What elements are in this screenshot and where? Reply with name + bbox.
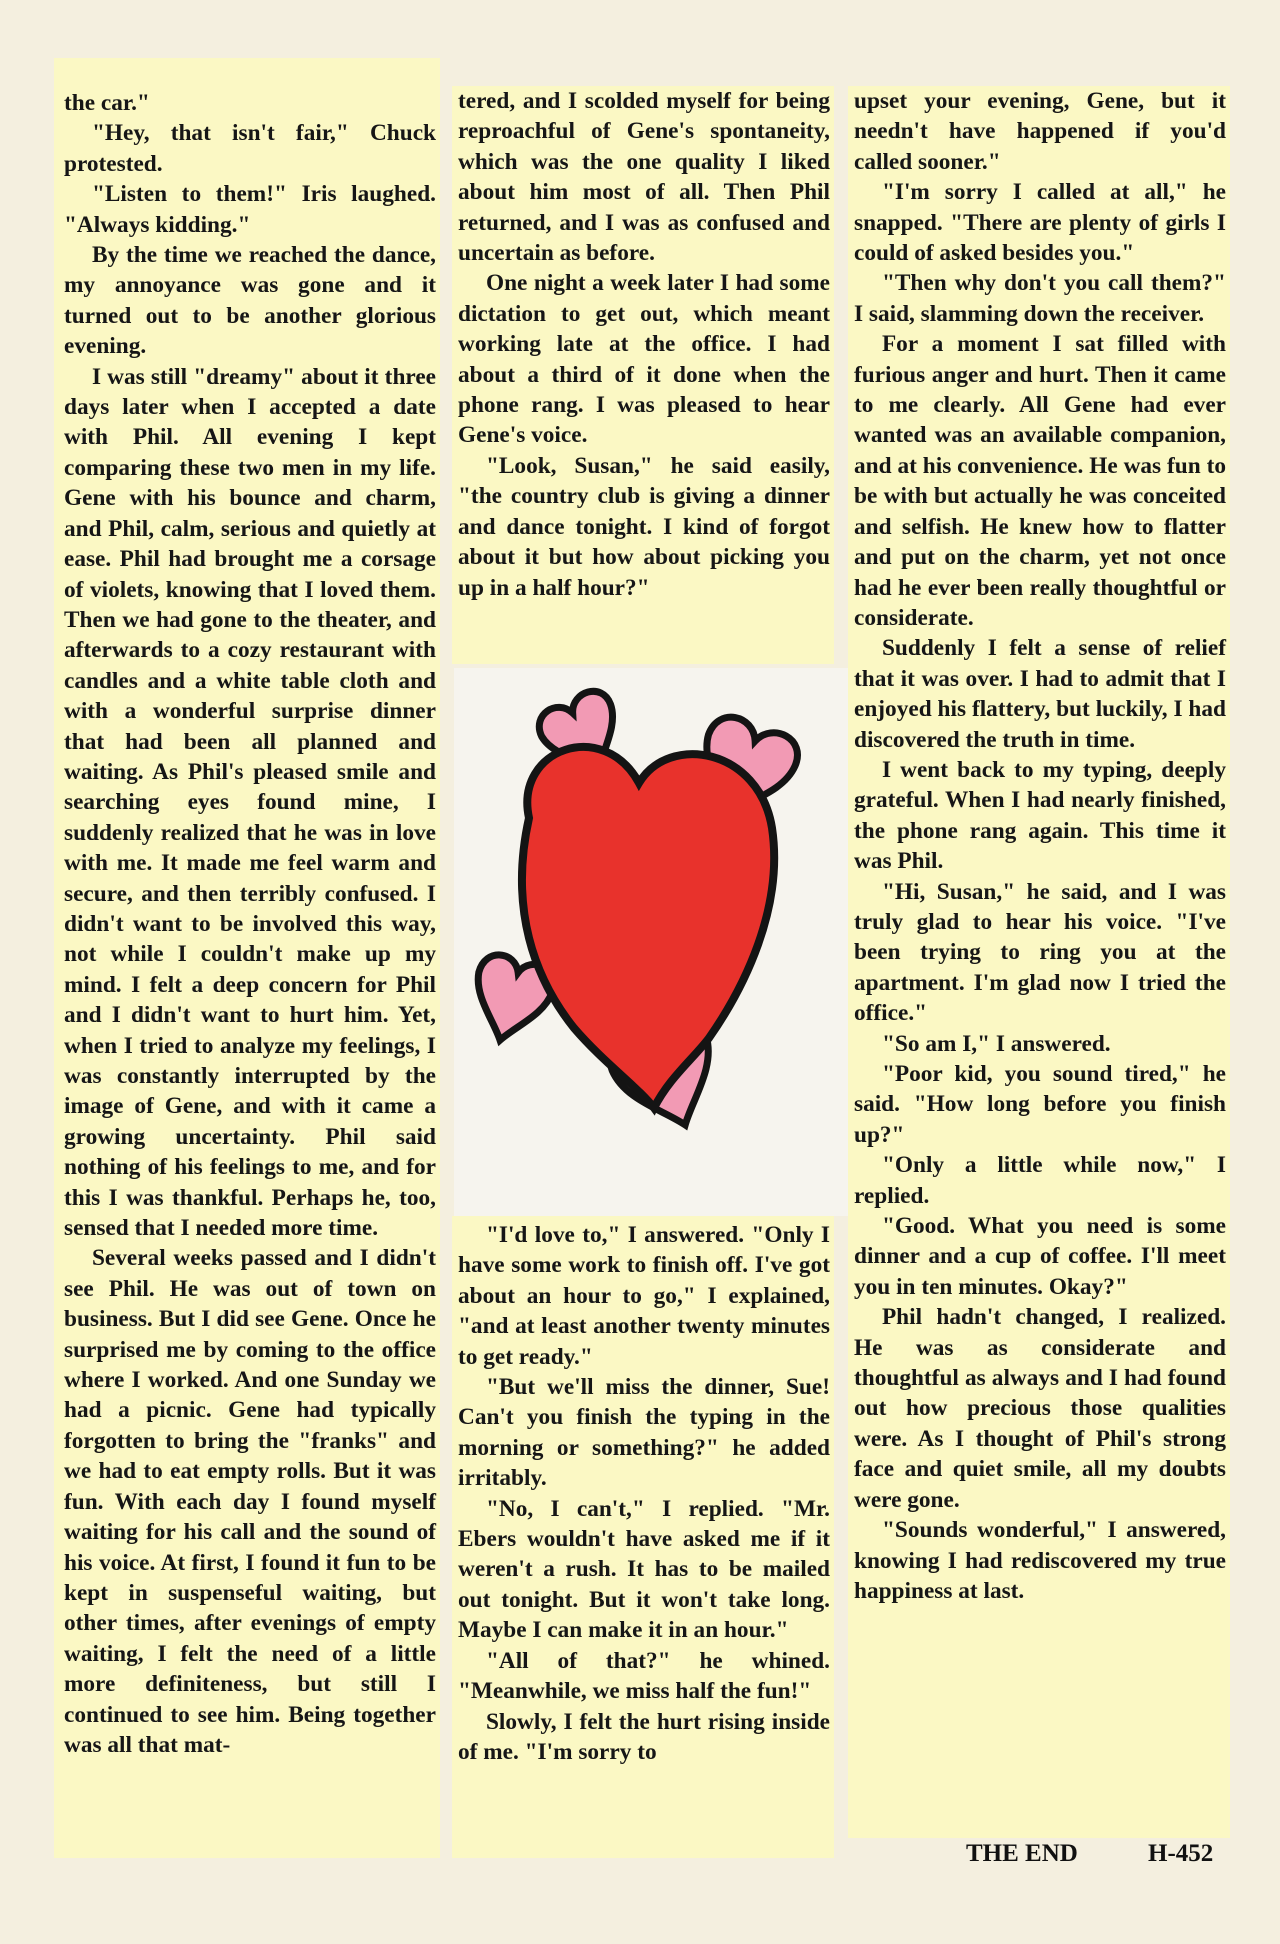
paragraph: By the time we reached the dance, my annoyance was gone and it turned out to be another glorious evening. [64, 242, 436, 360]
paragraph: Suddenly I felt a sense of relief that it was over. I had to admit that I enjoyed his flattery, but luckily, I had discovered the truth in time. [854, 635, 1226, 753]
paragraph: "Then why don't you call them?" I said, slamming down the receiver. [854, 270, 1226, 327]
column-1-text [64, 58, 436, 1760]
heart-illustration-panel [454, 668, 850, 1216]
paragraph: For a moment I sat filled with furious anger and hurt. Then it came to me clearly. All Gene had ever wanted was an available companion, and at his convenience. He was fun to be with but actually he was conceited and selfish. He knew how to flatter and put on the charm, yet not once had he ever been really thoughtful or considerate. [854, 331, 1226, 631]
paragraph: I was still "dreamy" about it three days later when I accepted a date with Phil. All evening I kept comparing these two men in my life. Gene with his bounce and charm, and Phil, calm, serious and quietly at ease. Phil had brought me a corsage of violets, knowing that I loved them. Then we had gone to the theater, and afterwards to a cozy restaurant with candles and a white table cloth and with a wonderful surprise dinner that had been all planned and waiting. As Phil's pleased smile and searching eyes found mine, I suddenly realized that he was in love with me. It made me feel warm and secure, and then terribly confused. I didn't want to be involved this way, not while I couldn't make up my mind. I felt a deep concern for Phil and I didn't want to hurt him. Yet, when I tried to analyze my feelings, I was constantly interrupted by the image of Gene, and with it came a growing uncertainty. Phil said nothing of his feelings to me, and for this I was thankful. Perhaps he, too, sensed that I needed more time. [64, 363, 436, 1242]
paragraph: "Good. What you need is some dinner and a cup of coffee. I'll meet you in ten minutes. Okay?" [854, 1213, 1226, 1300]
paragraph: "Poor kid, you sound tired," he said. "How long before you finish up?" [854, 1061, 1226, 1148]
paragraph: "But we'll miss the dinner, Sue! Can't you finish the typing in the morning or something?" he added irritably. [458, 1374, 830, 1492]
column-2-top-text [458, 86, 830, 603]
the-end-label: THE END [966, 1840, 1078, 1867]
big-heart-icon [522, 747, 774, 1108]
paragraph: "Hi, Susan," he said, and I was truly glad to hear his voice. "I've been trying to ring you at the apartment. I'm glad now I tried the office." [854, 878, 1226, 1027]
paragraph: "Look, Susan," he said easily, "the country club is giving a dinner and dance tonight. I kind of forgot about it but how about picking you up in a half hour?" [458, 452, 830, 601]
story-column-3 [848, 86, 1230, 1838]
story-code-label: H-452 [1148, 1840, 1214, 1867]
paragraph: Several weeks passed and I didn't see Phil. He was out of town on business. But I did see Gene. Once he surprised me by coming to the office where I worked. And one Sunday we had a picnic. Gene had typically forgotten to bring the "franks" and we had to eat empty rolls. But it was fun. With each day I found myself waiting for his call and the sound of his voice. At first, I found it fun to be kept in suspenseful waiting, but other times, after evenings of empty waiting, I felt the need of a little more definiteness, but still I continued to see him. Being together was all that mat- [64, 1245, 436, 1758]
paragraph: "Sounds wonderful," I answered, knowing I had rediscovered my true happiness at last. [854, 1517, 1226, 1604]
column-2-bottom-text [458, 1220, 830, 1767]
paragraph: "Hey, that isn't fair," Chuck protested. [64, 120, 436, 177]
paragraph: "Only a little while now," I replied. [854, 1152, 1226, 1209]
paragraph: "Listen to them!" Iris laughed. "Always kidding." [64, 181, 436, 238]
story-column-1 [54, 58, 440, 1858]
heart-illustration-icon [454, 668, 850, 1216]
paragraph: "So am I," I answered. [881, 1030, 1111, 1057]
paragraph: "No, I can't," I replied. "Mr. Ebers wouldn't have asked me if it weren't a rush. It has to be mailed out tonight. But it won't take long. Maybe I can make it in an hour." [458, 1495, 830, 1644]
paragraph: tered, and I scolded myself for being reproachful of Gene's spontaneity, which was the one quality I liked about him most of all. Then Phil returned, and I was as confused and uncertain as before. [458, 88, 830, 267]
paragraph: "I'd love to," I answered. "Only I have some work to finish off. I've got about an hour to go," I explained, "and at least another twenty minutes to get ready." [458, 1222, 830, 1370]
paragraph: "I'm sorry I called at all," he snapped. "There are plenty of girls I could of asked besides you." [854, 179, 1226, 267]
paragraph: "All of that?" he whined. "Meanwhile, we miss half the fun!" [458, 1647, 830, 1705]
paragraph: Slowly, I felt the hurt rising inside of me. "I'm sorry to [458, 1708, 830, 1765]
column-3-text [854, 86, 1226, 1606]
paragraph: I went back to my typing, deeply grateful. When I had nearly finished, the phone rang again. This time it was Phil. [854, 756, 1226, 875]
paragraph: One night a week later I had some dictation to get out, which meant working late at the office. I had about a third of it done when the phone rang. I was pleased to hear Gene's voice. [458, 270, 830, 449]
paragraph: upset your evening, Gene, but it needn't have happened if you'd called sooner." [854, 88, 1226, 175]
paragraph: the car." [64, 90, 150, 116]
paragraph: Phil hadn't changed, I realized. He was as considerate and thoughtful as always and I had found out how precious those qualities were. As I thought of Phil's strong face and quiet smile, all my doubts were gone. [854, 1304, 1226, 1513]
